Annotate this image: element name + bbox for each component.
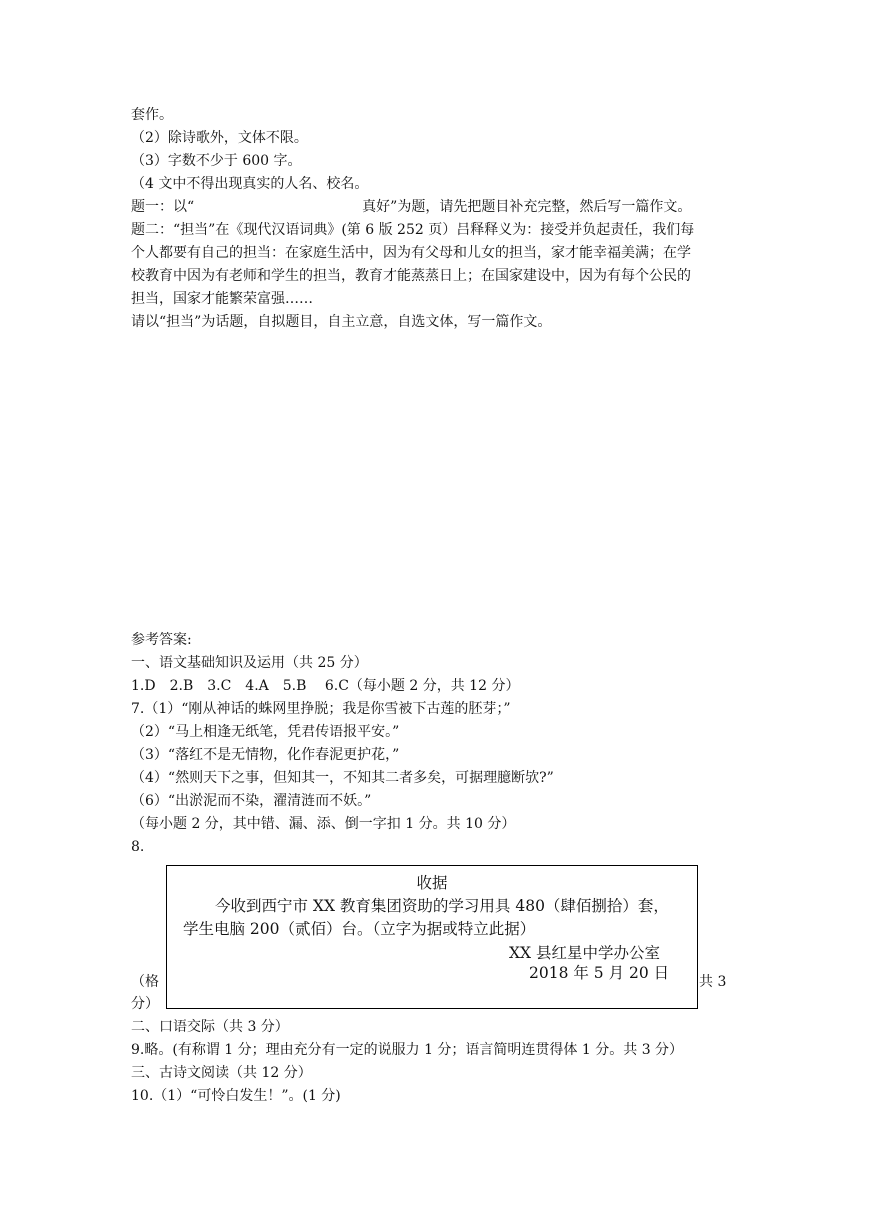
answer-line: 7.（1）“刚从神话的蛛网里挣脱；我是你雪被下古莲的胚芽；”: [131, 701, 511, 717]
answer-line: （3）“落红不是无情物，化作春泥更护花，”: [131, 747, 400, 763]
answer-line: 10.（1）“可怜白发生！”。(1 分): [131, 1088, 341, 1104]
essay-text-line: 套作。: [131, 107, 173, 123]
partially-hidden-text: 共 3: [699, 974, 727, 990]
answer-line: 8.: [131, 839, 145, 855]
essay-requirement-2: （2）除诗歌外，文体不限。: [131, 130, 308, 146]
answer-line: （4）“然则天下之事，但知其一，不知其二者多矣，可据理臆断欤?”: [131, 770, 554, 786]
receipt-title: 收据: [416, 874, 448, 892]
topic-1-suffix: 真好”为题，请先把题目补充完整，然后写一篇作文。: [362, 199, 692, 215]
answer-line: 1.D 2.B 3.C 4.A 5.B 6.C（每小题 2 分，共 12 分）: [131, 678, 520, 694]
answer-note: （每小题 2 分，其中错、漏、添、倒一字扣 1 分。共 10 分）: [131, 816, 516, 832]
answer-line: 9.略。(有称谓 1 分；理由充分有一定的说服力 1 分；语言简明连贯得体 1 分。共 3 分）: [131, 1042, 684, 1058]
essay-topic-2-line: 题二：“担当”在《现代汉语词典》(第 6 版 252 页）吕释释义为：接受并负起责任，我们每: [131, 222, 695, 238]
essay-topic-2-line: 校教育中因为有老师和学生的担当，教育才能蒸蒸日上；在国家建设中，因为有每个公民的: [131, 268, 691, 284]
essay-topic-2-instruction: 请以“担当”为话题，自拟题目，自主立意，自选文体，写一篇作文。: [131, 314, 552, 330]
essay-topic-2-line: 担当，国家才能繁荣富强……: [131, 291, 313, 307]
essay-requirement-3: （3）字数不少于 600 字。: [131, 153, 302, 169]
essay-topic-1: [131, 196, 691, 218]
section-heading: 一、语文基础知识及运用（共 25 分）: [131, 655, 368, 671]
receipt-date: 2018 年 5 月 20 日: [529, 964, 670, 982]
receipt-body-line: 今收到西宁市 XX 教育集团资助的学习用具 480（肆佰捌拾）套，: [215, 897, 669, 915]
partially-hidden-text: 分）: [131, 996, 159, 1012]
essay-topic-2-line: 个人都要有自己的担当：在家庭生活中，因为有父母和儿女的担当，家才能幸福美满；在学: [131, 245, 691, 261]
receipt-body-line: 学生电脑 200（贰佰）台。（立字为据或特立此据）: [183, 920, 536, 938]
partially-hidden-text: （格: [131, 974, 159, 990]
answer-line: （2）“马上相逢无纸笔，凭君传语报平安。”: [131, 724, 400, 740]
section-heading: 二、口语交际（共 3 分）: [131, 1019, 289, 1035]
answer-line: （6）“出淤泥而不染，濯清涟而不妖。”: [131, 793, 372, 809]
essay-requirement-4: （4 文中不得出现真实的人名、校名。: [131, 176, 369, 192]
section-heading: 三、古诗文阅读（共 12 分）: [131, 1065, 312, 1081]
answers-heading: 参考答案:: [131, 632, 192, 648]
topic-1-prefix: 题一：以“: [131, 199, 195, 215]
receipt-organization: XX 县红星中学办公室: [509, 944, 660, 962]
receipt-box: [166, 865, 698, 1009]
